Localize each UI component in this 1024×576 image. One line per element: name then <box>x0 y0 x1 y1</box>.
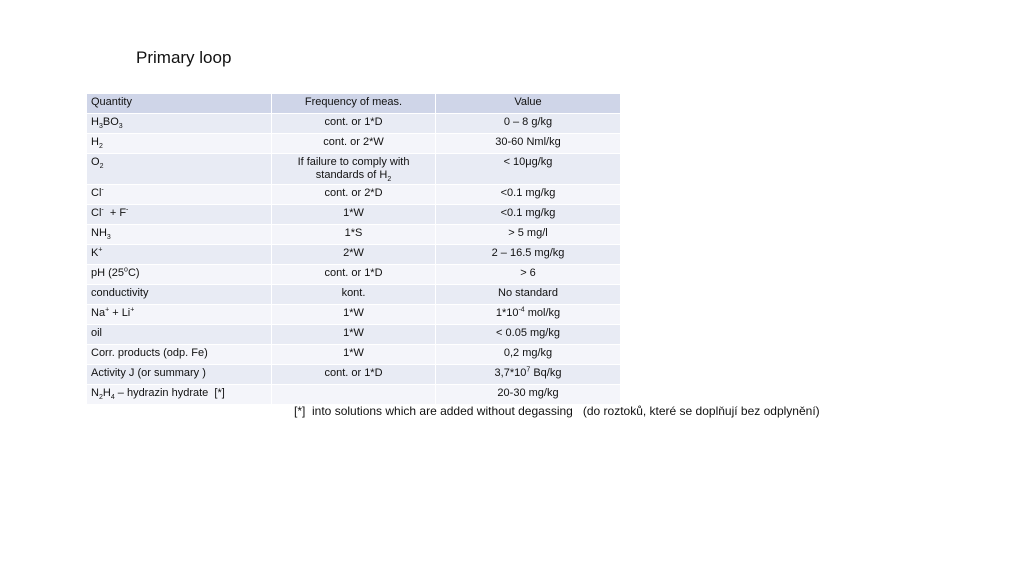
page-title: Primary loop <box>136 48 232 67</box>
value-cell: $1*10^{-4}$ mol/kg <box>436 305 621 325</box>
table-row <box>87 134 621 154</box>
frequency-cell: cont. or 1*D <box>272 114 436 134</box>
table-row <box>87 325 621 345</box>
frequency-cell: 1*S <box>272 225 436 245</box>
frequency-cell: If failure to comply with standards of $H_2$ <box>272 154 436 185</box>
quantity-cell: $H_2$ <box>87 134 272 154</box>
quantity-cell: Corr. products (odp. Fe) <box>87 345 272 365</box>
frequency-cell: cont. or 1*D <box>272 265 436 285</box>
table-row <box>87 285 621 305</box>
header-frequency: Frequency of meas. <box>272 94 436 114</box>
frequency-cell: 1*W <box>272 305 436 325</box>
value-cell: 30-60 Nml/kg <box>436 134 621 154</box>
table-row <box>87 345 621 365</box>
quantity-cell: Cl- + F- <box>87 205 272 225</box>
quantity-cell: Cl- <box>87 185 272 205</box>
value-cell: No standard <box>436 285 621 305</box>
value-cell: 20-30 mg/kg <box>436 385 621 405</box>
quantity-cell: oil <box>87 325 272 345</box>
frequency-cell: 1*W <box>272 345 436 365</box>
value-cell: 0,2 mg/kg <box>436 345 621 365</box>
quantity-cell: Activity J (or summary ) <box>87 365 272 385</box>
quantity-cell: conductivity <box>87 285 272 305</box>
value-cell: > 5 mg/l <box>436 225 621 245</box>
table-row <box>87 265 621 285</box>
primary-loop-table <box>86 93 621 405</box>
frequency-cell: cont. or 2*W <box>272 134 436 154</box>
value-cell: 0 – 8 g/kg <box>436 114 621 134</box>
quantity-cell: Na+ + Li+ <box>87 305 272 325</box>
header-value: Value <box>436 94 621 114</box>
quantity-cell: $N_2H_4$ – hydrazin hydrate [*] <box>87 385 272 405</box>
footnote: [*] into solutions which are added without degassing (do roztoků, které se doplňují bez odplynění) <box>294 404 820 418</box>
value-cell: 2 – 16.5 mg/kg <box>436 245 621 265</box>
frequency-cell: cont. or 2*D <box>272 185 436 205</box>
frequency-cell: 1*W <box>272 325 436 345</box>
quantity-cell: $H_3BO_3$ <box>87 114 272 134</box>
table-row <box>87 185 621 205</box>
frequency-cell <box>272 385 436 405</box>
value-cell: $3,7*10^7$ Bq/kg <box>436 365 621 385</box>
frequency-cell: 2*W <box>272 245 436 265</box>
table-row <box>87 114 621 134</box>
table-row <box>87 365 621 385</box>
table-row <box>87 225 621 245</box>
frequency-cell: cont. or 1*D <box>272 365 436 385</box>
quantity-cell: $O_2$ <box>87 154 272 185</box>
value-cell: <0.1 mg/kg <box>436 185 621 205</box>
table-row <box>87 385 621 405</box>
value-cell: < 0.05 mg/kg <box>436 325 621 345</box>
quantity-cell: pH (25$^o$C) <box>87 265 272 285</box>
table-header-row <box>87 94 621 114</box>
value-cell: < 10μg/kg <box>436 154 621 185</box>
table-row <box>87 305 621 325</box>
table-row <box>87 154 621 185</box>
value-cell: > 6 <box>436 265 621 285</box>
header-quantity: Quantity <box>87 94 272 114</box>
table-row <box>87 245 621 265</box>
frequency-cell: 1*W <box>272 205 436 225</box>
table-row <box>87 205 621 225</box>
frequency-cell: kont. <box>272 285 436 305</box>
quantity-cell: K+ <box>87 245 272 265</box>
value-cell: <0.1 mg/kg <box>436 205 621 225</box>
quantity-cell: $NH_3$ <box>87 225 272 245</box>
